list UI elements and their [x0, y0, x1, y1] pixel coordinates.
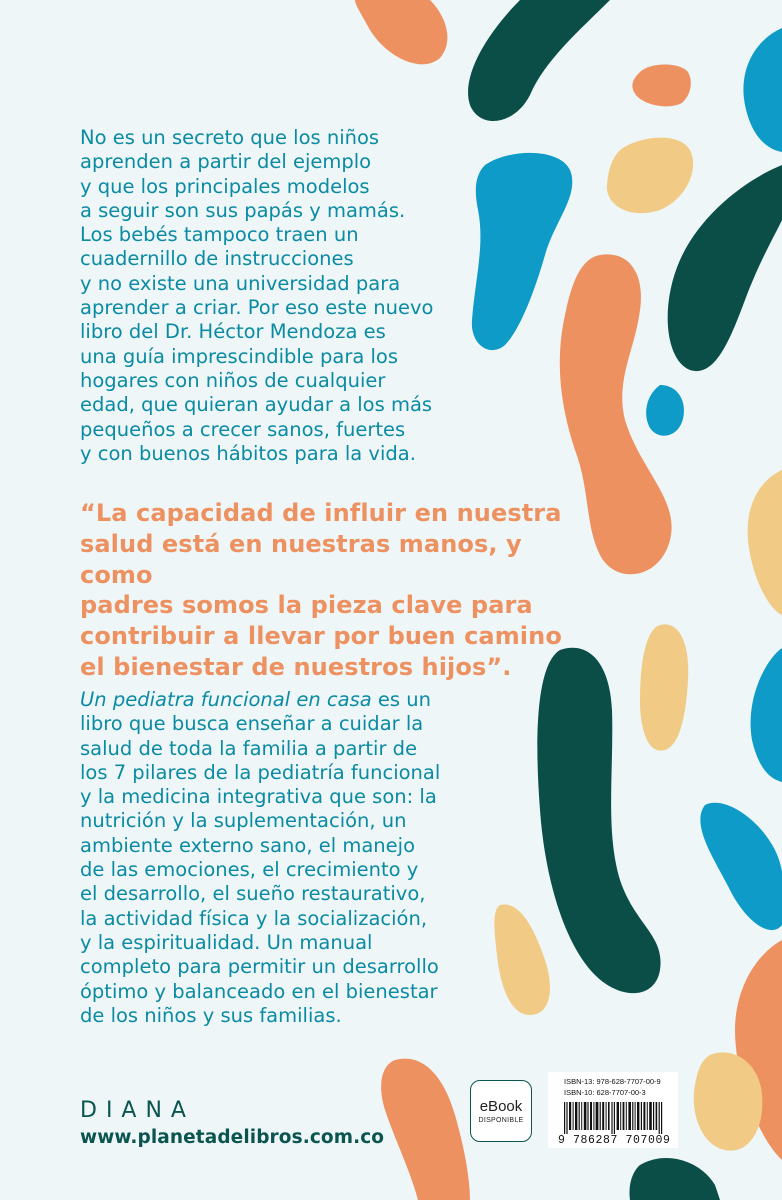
green-blob-top [468, 0, 610, 121]
barcode-image [564, 1102, 664, 1134]
description-text: es un libro que busca enseñar a cuidar la salud de toda la familia a partir de los 7 pilares de la pediatría funcional y la medicina integrativa que son: la nutrición y la suplementación, un ambiente externo sano, el manejo de las emociones, el crecimiento y el desarrollo, el sueño restaurativo, la actividad física y la socialización, y la espiritualidad. Un manual completo para permitir un desarrollo óptimo y balanceado en el bienestar de los niños y sus familias. [80, 688, 441, 1027]
pull-quote: “La capacidad de influir en nuestra salud está en nuestras manos, y como padres somos la pieza clave para contribuir a llevar por buen camino el bienestar de nuestros hijos”. [80, 499, 562, 681]
sand-blob-2 [640, 624, 688, 750]
ebook-badge [470, 1080, 532, 1142]
ebook-label: eBook [479, 1098, 523, 1115]
blue-blob-lowright [700, 803, 782, 930]
isbn13-label: ISBN-13: 978-628-7707-00-9 [564, 1077, 661, 1086]
blue-blob-topright [743, 28, 782, 152]
publisher-logo: DIANA [80, 1098, 195, 1123]
description-paragraph [80, 688, 520, 1028]
isbn10-label: ISBN-10: 628-7707-00-3 [564, 1088, 646, 1097]
blue-blob-midright [751, 648, 782, 782]
orange-blob-small [632, 65, 690, 107]
publisher-website[interactable]: www.planetadelibros.com.co [80, 1127, 385, 1148]
barcode-digits: 9 786287 707009 [558, 1134, 671, 1147]
sand-blob-1 [607, 138, 693, 214]
intro-paragraph: No es un secreto que los niños aprenden a partir del ejemplo y que los principales modelos a seguir son sus papás y mamás. Los bebés tampoco traen un cuadernillo de instrucciones y no existe una universidad para aprender a criar. Por eso este nuevo libro del Dr. Héctor Mendoza es una guía imprescindible para los hogares con niños de cualquier edad, que quieran ayudar a los más pequeños a crecer sanos, fuertes y con buenos hábitos para la vida. [80, 126, 434, 465]
sand-blob-right [748, 470, 782, 615]
barcode-panel [548, 1072, 678, 1148]
orange-blob-top [355, 0, 447, 64]
ebook-available-label: DISPONIBLE [478, 1117, 524, 1124]
green-blob-right [668, 165, 782, 371]
book-title-italic: Un pediatra funcional en casa [80, 688, 372, 711]
blue-blob-small [646, 385, 684, 436]
orange-blob-bottom [381, 1059, 470, 1200]
green-blob-bottom [629, 1158, 720, 1200]
